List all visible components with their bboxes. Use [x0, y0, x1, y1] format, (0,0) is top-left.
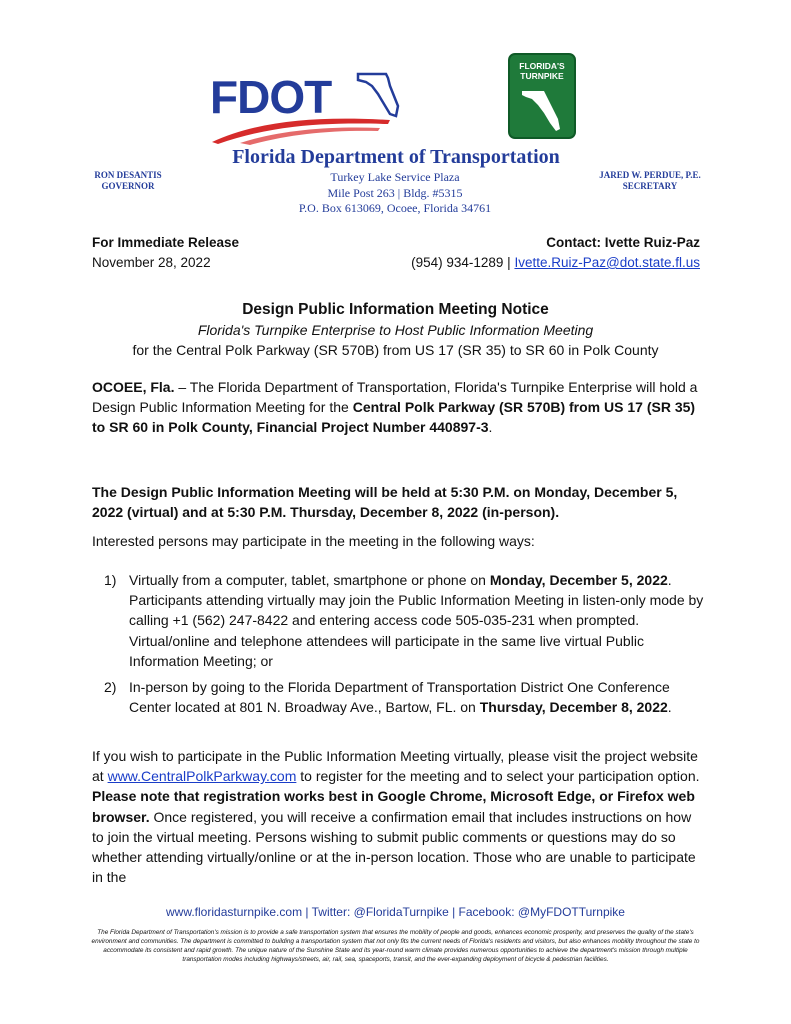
- contact-phone: (954) 934-1289 |: [411, 255, 511, 270]
- paragraph-registration: If you wish to participate in the Public Information Meeting virtually, please visit the project website at www.CentralPolkParkway.com to register for the meeting and to select your participation option. Please note that registration works best in Google Chrome, Microsoft Edge, or Firefox web browser. Once registered, you will receive a confirmation email that includes instructions on how to join the virtual meeting. Persons wishing to submit public comments or questions may do so whether attending virtually/online or at the in-person location. Those who are unable to participate in the: [92, 748, 700, 886]
- governor-title: GOVERNOR: [101, 181, 155, 191]
- release-info: [92, 233, 239, 273]
- fdot-logo: [210, 70, 400, 150]
- notice-title: Design Public Information Meeting Notice: [242, 301, 549, 318]
- department-name: Florida Department of Transportation: [232, 146, 560, 168]
- footer-mission-statement: The Florida Department of Transportation's mission is to provide a safe transportation system that ensures the mobility of people and goods, enhances economic prosperity, and preserves the quality of the state's environment and communities. The department is committed to building a transportation system that not only fits the current needs of Florida's residents and visitors, but also enhances mobility throughout the state to accommodate its consistent and rapid growth. The unique nature of the Sunshine State and its year-round warm climate provides numerous opportunities to achieve the department's mission through multiple transportation modes including highways/streets, air, rail, sea, spaceports, transit, and the ever-expanding deployment of bicycle & pedestrian facilities.: [91, 929, 700, 963]
- notice-subtitle: Florida's Turnpike Enterprise to Host Public Information Meeting: [197, 322, 594, 338]
- paragraph-meeting-times: The Design Public Information Meeting will be held at 5:30 P.M. on Monday, December 5, 2022 (virtual) and at 5:30 P.M. Thursday, December 8, 2022 (in-person).: [92, 484, 678, 521]
- florida-map-icon: [356, 70, 400, 118]
- dateline: OCOEE, Fla.: [92, 379, 175, 395]
- paragraph-participation-intro: Interested persons may participate in the meeting in the following ways:: [92, 533, 535, 549]
- office-address: [260, 170, 530, 217]
- turnpike-logo: [508, 53, 576, 139]
- list-item: 1) Virtually from a computer, tablet, smartphone or phone on Monday, December 5, 2022. Participants attending virtually may join the Public Information Meeting in listen-only mode by calling +1 (562) 247-8422 and entering access code 505-035-231 when prompted. Virtual/online and telephone attendees will participate in the same live virtual Public Information Meeting; or: [104, 572, 704, 669]
- address-line-2: Mile Post 263 | Bldg. #5315: [327, 185, 463, 200]
- paragraph-announcement: OCOEE, Fla. – The Florida Department of Transportation, Florida's Turnpike Enterprise will hold a Design Public Information Meeting for the Central Polk Parkway (SR 570B) from US 17 (SR 35) to SR 60 in Polk County, Financial Project Number 440897-3.: [92, 379, 698, 436]
- browser-note: Please note that registration works best in Google Chrome, Microsoft Edge, or Firefox web browser.: [92, 788, 695, 825]
- contact-info: [411, 233, 700, 273]
- release-label: For Immediate Release: [92, 235, 240, 250]
- notice-title-block: [60, 300, 731, 360]
- governor-name: RON DESANTIS: [94, 170, 162, 180]
- turnpike-logo-line2: TURNPIKE: [520, 71, 564, 81]
- fdot-swoosh-icon: [210, 116, 400, 146]
- project-name: Central Polk Parkway (SR 570B) from US 17 (SR 35) to SR 60 in Polk County, Financial Project Number 440897-3: [92, 399, 696, 436]
- fdot-logo-text: FDOT: [210, 71, 332, 123]
- florida-outline-icon: [520, 87, 566, 133]
- list-item-number: 2): [104, 679, 117, 695]
- turnpike-logo-line1: FLORIDA'S: [519, 61, 565, 71]
- secretary-title: SECRETARY: [622, 181, 678, 191]
- list-item-number: 1): [104, 572, 117, 588]
- governor-block: [78, 170, 178, 192]
- address-line-1: Turkey Lake Service Plaza: [330, 170, 460, 184]
- contact-email-link[interactable]: Ivette.Ruiz-Paz@dot.state.fl.us: [514, 255, 700, 270]
- footer-social-links[interactable]: www.floridasturnpike.com | Twitter: @FloridaTurnpike | Facebook: @MyFDOTTurnpike: [166, 905, 625, 919]
- list-item: 2) In-person by going to the Florida Department of Transportation District One Conference Center located at 801 N. Broadway Ave., Bartow, FL. on Thursday, December 8, 2022.: [104, 679, 672, 716]
- address-line-3: P.O. Box 613069, Ocoee, Florida 34761: [298, 201, 492, 215]
- release-date: November 28, 2022: [92, 255, 211, 270]
- secretary-block: [580, 170, 720, 192]
- contact-label: Contact: Ivette Ruiz-Paz: [546, 235, 700, 250]
- secretary-name: JARED W. PERDUE, P.E.: [599, 170, 701, 180]
- notice-subtitle-line: for the Central Polk Parkway (SR 570B) from US 17 (SR 35) to SR 60 in Polk County: [132, 342, 659, 358]
- project-website-link[interactable]: www.CentralPolkParkway.com: [107, 768, 297, 785]
